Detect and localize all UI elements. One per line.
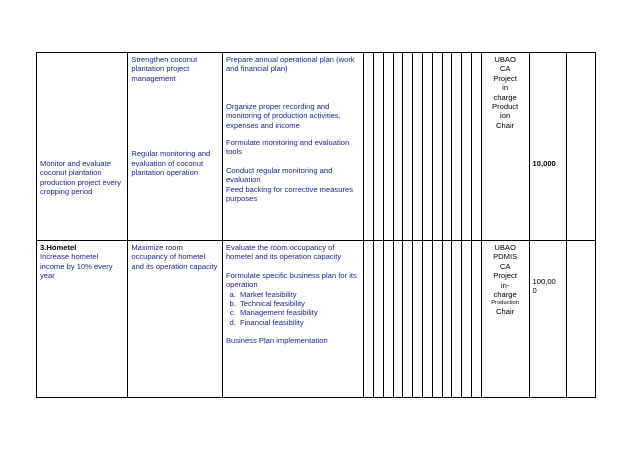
month-cell [383,53,393,241]
operational-plan-table [36,52,596,398]
responsible-cell [481,241,529,398]
feasibility-item: c. Management feasibility [238,308,360,317]
activity-text-3: Business Plan implementation [225,336,328,346]
remarks-cell [566,241,595,398]
month-cell [442,53,452,241]
responsible-line: Product [492,102,519,112]
responsible-line: Project [493,73,517,83]
month-cell [423,241,433,398]
budget-value: 10,000 [532,159,556,168]
feasibility-item: a. Market feasibility [238,290,360,299]
budget-cell [529,241,566,398]
month-cell [432,241,442,398]
month-cell [423,53,433,241]
activity-text-3: Formulate monitoring and evaluation tools [225,138,350,157]
activity-text-4: Conduct regular monitoring and evaluation [225,165,333,185]
remarks-cell [566,53,595,241]
activities-cell [222,53,363,241]
objective-text: Increase hometel income by 10% every year [40,252,113,281]
month-cell [403,241,413,398]
budget-value-line-1: 100,00 [532,277,556,286]
responsible-line: Project [493,271,517,281]
responsible-line: ion [500,111,511,121]
strategy-text: Maximize room occupancy of hometel and its operation capacity [131,243,218,271]
month-cell [383,241,393,398]
month-cell [374,53,384,241]
responsible-line: Chair [496,120,515,130]
responsible-line: CA [499,261,511,271]
month-cell [393,241,403,398]
month-cell [413,241,423,398]
month-cell [364,53,374,241]
feasibility-item: b. Technical feasibility [238,299,360,308]
responsible-line: PDMIS [493,252,518,262]
responsible-line: Chair [496,307,515,317]
activities-cell [222,241,363,398]
responsible-cell [481,53,529,241]
budget-value-line-2: 0 [532,286,537,296]
activity-text-2: Formulate specific business plan for its operation [225,270,357,290]
objective-text: Monitor and evaluate coconut plantation production project every cropping period [40,159,122,197]
month-cell [442,241,452,398]
responsible-line: CA [499,64,511,74]
month-cell [462,241,472,398]
budget-cell [529,53,566,241]
responsible-line: in [502,83,509,93]
strategy-cell [128,241,223,398]
objective-cell [37,241,128,398]
objective-cell [37,53,128,241]
responsible-small-line: Production [491,300,519,307]
month-cell [374,241,384,398]
objective-number: 3. [40,243,47,252]
strategy-text-2: Regular monitoring and evaluation of coconut plantation operation [131,149,211,178]
responsible-line: in- [500,280,510,290]
activity-text-1: Prepare annual operational plan (work and financial plan) [225,55,355,74]
responsible-line: UBAO [494,243,516,252]
month-cell [393,53,403,241]
month-cell [403,53,413,241]
month-cell [364,241,374,398]
activity-text-2: Organize proper recording and monitoring of production activities, expenses and income [225,101,341,130]
month-cell [432,53,442,241]
month-cell [471,53,481,241]
objective-title: Hometel [46,243,77,252]
month-cell [452,241,462,398]
activity-text-1: Evaluate the room occupancy of hometel and its operation capacity [225,243,342,262]
month-cell [452,53,462,241]
strategy-text-1: Strengthen coconut plantation project management [131,55,198,83]
responsible-line: charge [493,92,517,102]
month-cell [471,241,481,398]
feasibility-list [226,290,360,328]
activity-text-5: Feed backing for corrective measures purposes [225,184,353,204]
table-row-hometel [37,241,596,398]
month-cell [462,53,472,241]
responsible-line: charge [493,290,517,300]
responsible-line: UBAO [494,55,516,64]
month-cell [413,53,423,241]
feasibility-item: d. Financial feasibility [238,318,360,327]
table-row-coconut [37,53,596,241]
strategy-cell [128,53,223,241]
